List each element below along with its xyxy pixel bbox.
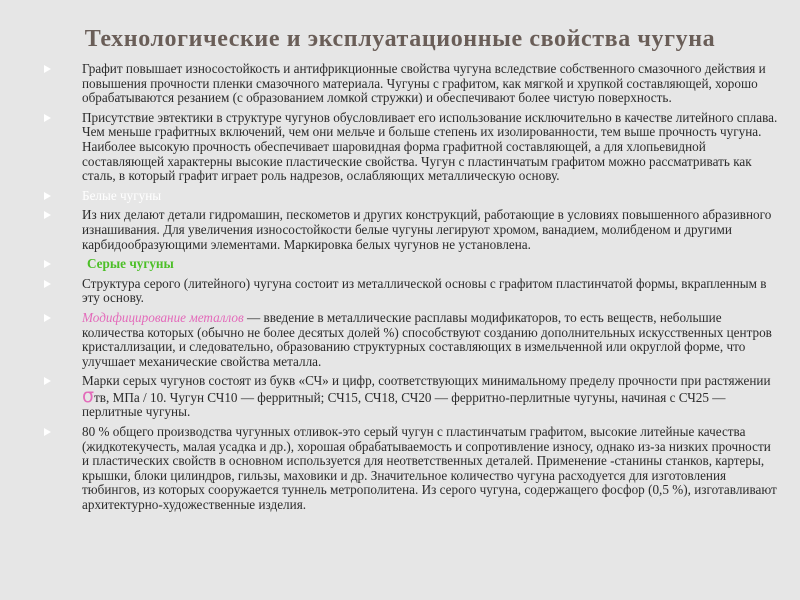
list-item <box>44 208 779 252</box>
list-item <box>44 374 779 420</box>
list-item <box>44 311 779 369</box>
list-item <box>44 189 779 204</box>
white-cast-iron-heading: Белые чугуны <box>82 187 162 203</box>
triangle-bullet-icon <box>44 260 51 268</box>
bullet-list <box>44 62 779 518</box>
grey-cast-iron-heading: Серые чугуны <box>87 256 174 272</box>
paragraph-text: Марки серых чугунов состоят из букв «СЧ» и цифр, соответствующих минимальному пределу прочности при растяжении <box>82 373 771 389</box>
list-item <box>44 277 779 306</box>
triangle-bullet-icon <box>44 114 51 122</box>
triangle-bullet-icon <box>44 211 51 219</box>
paragraph-text: — введение в металлические расплавы модификаторов, то есть веществ, небольшие количества которых (обычно не более десятых долей %) способствуют созданию дополнительных искусственных центров кристаллизации, и следовательно, образованию структурных составляющих в измельченной или округлой форме, что улучшает механические свойства металла. <box>82 309 772 369</box>
paragraph-text: Графит повышает износостойкость и антифрикционные свойства чугуна вследствие собственного смазочного действия и повышения прочности пленки смазочного материала. Чугуны с графитом, как мягкой и хрупкой составляющей, хорошо обрабатываются резанием (с образованием ломкой стружки) и обеспечивают более чистую поверхность. <box>82 61 766 106</box>
list-item <box>44 111 779 184</box>
triangle-bullet-icon <box>44 377 51 385</box>
paragraph-text: Из них делают детали гидромашин, пескометов и других конструкций, работающие в условиях повышенного абразивного изнашивания. Для увеличения износостойкости белые чугуны легируют хромом, ванадием, молибденом и другими карбидообразующими элементами. Маркировка белых чугунов не установлена. <box>82 207 772 252</box>
paragraph-text: Присутствие эвтектики в структуре чугунов обусловливает его использование исключительно в качестве литейного сплава. Чем меньше графитных включений, чем они мельче и больше степень их изолированности, тем выше прочность чугуна. Наиболее высокую прочность обеспечивает шаровидная форма графитной составляющей, а для хлопьевидной составляющей характерны высокие пластические свойства. Чугун с пластинчатым графитом можно рассматривать как сталь, в который графит играет роль надрезов, ослабляющих металлическую основу. <box>82 109 778 184</box>
list-item <box>44 425 779 513</box>
paragraph-text: Структура серого (литейного) чугуна состоит из металлической основы с графитом пластинчатой формы, вкрапленным в эту основу. <box>82 275 767 306</box>
sigma-symbol: σ <box>82 384 95 407</box>
modification-term: Модифицирование металлов <box>82 309 244 325</box>
list-item <box>44 62 779 106</box>
triangle-bullet-icon <box>44 314 51 322</box>
triangle-bullet-icon <box>44 280 51 288</box>
list-item <box>44 257 779 272</box>
paragraph-text: 80 % общего производства чугунных отливок-это серый чугун с пластинчатым графитом, высокие литейные качества (жидкотекучесть, малая усадка и др.), хорошая обрабатываемость и сопротивление износу, однако из-за низких прочности и пластических свойств в основном используется для неответственных деталей. Применение -станины станков, картеры, крышки, блоки цилиндров, гильзы, маховики и др. Значительное количество чугуна расходуется для изготовления тюбингов, из которых сооружается туннель метрополитена. Из серого чугуна, содержащего фосфор (0,5 %), изготавливают архитектурно-художественные изделия. <box>82 424 777 513</box>
slide-title: Технологические и эксплуатационные свойства чугуна <box>84 26 716 52</box>
paragraph-text: тв, МПа / 10. Чугун СЧ10 — ферритный; СЧ15, СЧ18, СЧ20 — ферритно-перлитные чугуны, начиная с СЧ25 — перлитные чугуны. <box>82 389 726 420</box>
triangle-bullet-icon <box>44 65 51 73</box>
triangle-bullet-icon <box>44 192 51 200</box>
triangle-bullet-icon <box>44 428 51 436</box>
